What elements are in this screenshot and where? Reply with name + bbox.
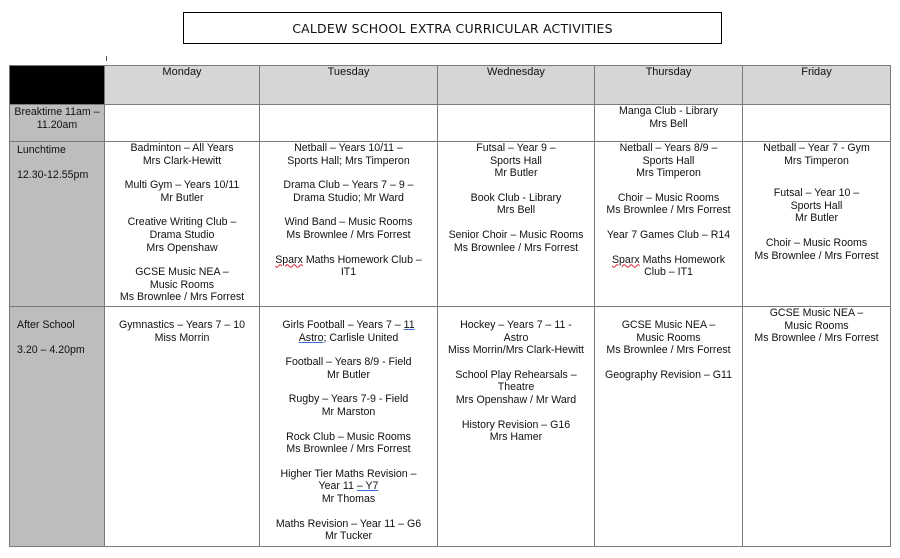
row-label-lunchtime [10, 142, 105, 307]
activity-entry [260, 468, 437, 506]
activity-location: Music Rooms [149, 278, 215, 291]
activity-line: Drama Club – Years 7 – 9 – [283, 179, 414, 192]
activity-entry [595, 142, 742, 180]
activity-entry [438, 229, 594, 254]
activity-line: Hockey – Years 7 – 11 - [460, 319, 572, 331]
activity-line: GCSE Music NEA – [769, 307, 864, 319]
activity-line-rest: Maths Homework Club – [302, 253, 422, 266]
activity-line: Manga Club - Library [619, 105, 718, 117]
activity-entry [743, 142, 890, 167]
activity-entry [260, 431, 437, 456]
table-row-afterschool [10, 307, 891, 547]
activity-entry [595, 229, 742, 242]
activity-staff: Mrs Bell [649, 117, 688, 130]
document-title-text: CALDEW SCHOOL EXTRA CURRICULAR ACTIVITIES [292, 20, 613, 36]
activity-entry [438, 319, 594, 357]
table-row-breaktime [10, 105, 891, 142]
activity-line: History Revision – G16 [461, 418, 571, 431]
activity-line: Rock Club – Music Rooms [286, 430, 411, 443]
afterschool-time: 3.20 – 4.20pm [17, 343, 85, 356]
activity-staff: Drama Studio; Mr Ward [293, 191, 404, 204]
activity-location: Sports Hall [490, 154, 542, 167]
activity-entry [438, 369, 594, 407]
lunchtime-thursday [595, 142, 743, 307]
header-corner [10, 66, 105, 105]
activity-entry [743, 237, 890, 262]
table-header-row [10, 66, 891, 105]
activity-line: Futsal – Year 9 – [476, 142, 556, 154]
activity-staff: Mrs Timperon [636, 167, 701, 180]
activity-staff: Mr Tucker [324, 530, 373, 543]
header-tuesday: Tuesday [260, 66, 438, 105]
activity-entry [743, 307, 890, 345]
activity-staff: Ms Brownlee / Mrs Forrest [606, 344, 731, 357]
activity-entry [105, 266, 259, 304]
activity-staff: Mr Thomas [321, 492, 376, 505]
activity-location: Sports Hall [642, 154, 695, 167]
underlined-text: Astro [298, 331, 324, 344]
activity-location: Astro [503, 331, 529, 344]
activity-entry [438, 142, 594, 180]
lunchtime-label: Lunchtime [17, 144, 66, 156]
activity-staff: Mr Marston [321, 405, 376, 418]
activity-staff: Mr Butler [160, 191, 204, 204]
activity-entry [260, 319, 437, 344]
activity-line: Geography Revision – G11 [604, 368, 732, 381]
row-label-afterschool [10, 307, 105, 547]
lunchtime-friday [743, 142, 891, 307]
breaktime-thursday [595, 105, 743, 142]
activity-staff: Mrs Bell [496, 204, 536, 217]
lunchtime-tuesday [260, 142, 438, 307]
breaktime-wednesday [438, 105, 595, 142]
activities-table [9, 65, 891, 547]
activity-line: Maths Revision – Year 11 – G6 [275, 517, 422, 530]
row-label-breaktime [10, 105, 105, 142]
activity-line: Creative Writing Club – [127, 216, 237, 229]
activity-entry [595, 319, 742, 357]
activity-entry [260, 393, 437, 418]
activity-staff: Ms Brownlee / Mrs Forrest [606, 204, 731, 217]
activity-entry [743, 187, 890, 225]
activity-line: Choir – Music Rooms [617, 191, 720, 204]
lunchtime-time: 12.30-12.55pm [17, 168, 89, 181]
activity-line: Football – Years 8/9 - Field [285, 356, 412, 369]
activity-line: Netball – Years 8/9 – [619, 142, 718, 154]
activity-entry [595, 105, 742, 130]
breaktime-monday [105, 105, 260, 142]
activity-entry [260, 142, 437, 167]
activity-staff: Mrs Clark-Hewitt [142, 154, 222, 167]
activity-line: GCSE Music NEA – [135, 266, 229, 279]
activity-staff: Ms Brownlee / Mrs Forrest [286, 228, 411, 241]
activity-staff: Mrs Openshaw [146, 241, 218, 254]
activity-staff: Sports Hall; Mrs Timperon [287, 154, 410, 167]
activity-location [260, 332, 437, 345]
activity-entry [260, 356, 437, 381]
activity-staff: Mr Butler [494, 167, 538, 180]
lunchtime-monday [105, 142, 260, 307]
afterschool-label: After School [17, 319, 75, 331]
activity-line: Choir – Music Rooms [765, 236, 868, 249]
activity-staff: Miss Morrin [154, 331, 210, 344]
activity-location: Music Rooms [636, 331, 701, 344]
activity-entry [595, 254, 742, 279]
breaktime-tuesday [260, 105, 438, 142]
activity-entry [595, 369, 742, 382]
activity-line: Badminton – All Years [130, 142, 234, 154]
afterschool-tuesday [260, 307, 438, 547]
activity-staff: Ms Brownlee / Mrs Forrest [754, 249, 879, 262]
activity-entry [438, 192, 594, 217]
activity-staff: Mr Butler [795, 212, 838, 225]
afterschool-friday [743, 307, 891, 547]
activity-line: Multi Gym – Years 10/11 [124, 179, 240, 192]
activity-entry [260, 179, 437, 204]
ruler-tick [106, 56, 107, 61]
afterschool-thursday [595, 307, 743, 547]
table-row-lunchtime [10, 142, 891, 307]
document-title [183, 12, 722, 44]
activity-line-rest: Maths Homework [639, 253, 726, 266]
activity-line [260, 319, 437, 332]
activity-entry [105, 216, 259, 254]
activity-line-start: Girls Football – Years 7 – [282, 319, 404, 331]
activity-entry [260, 254, 437, 279]
activity-line [595, 254, 742, 267]
activity-location: IT1 [340, 266, 357, 279]
activity-staff: Ms Brownlee / Mrs Forrest [754, 332, 879, 345]
activity-line: Book Club - Library [470, 191, 562, 204]
activity-staff: Ms Brownlee / Mrs Forrest [453, 241, 579, 254]
activity-line: Gymnastics – Years 7 – 10 [118, 319, 246, 331]
header-monday: Monday [105, 66, 260, 105]
activity-staff: Mrs Hamer [489, 431, 543, 444]
activity-location [260, 480, 437, 493]
activity-entry [438, 419, 594, 444]
activity-location: Club – IT1 [644, 266, 693, 279]
activity-staff: ; Carlisle United [323, 331, 399, 344]
activity-line: Year 7 Games Club – R14 [606, 228, 731, 241]
activity-staff: Mr Butler [327, 368, 370, 381]
activity-line: Rugby – Years 7-9 - Field [288, 393, 409, 406]
activity-location: Drama Studio [149, 228, 215, 241]
activity-entry [260, 216, 437, 241]
activity-line: Senior Choir – Music Rooms [448, 228, 584, 241]
activity-location: Music Rooms [784, 319, 849, 332]
header-thursday: Thursday [595, 66, 743, 105]
activity-entry [105, 179, 259, 204]
underlined-text: – Y7 [356, 480, 379, 493]
activity-staff: Ms Brownlee / Mrs Forrest [119, 291, 245, 304]
spellcheck-word: Sparx [611, 253, 640, 266]
activity-entry [595, 192, 742, 217]
activity-line: Futsal – Year 10 – [773, 187, 860, 200]
spellcheck-word: Sparx [275, 253, 303, 266]
activity-line: Higher Tier Maths Revision – [280, 467, 417, 480]
activity-staff: Mrs Openshaw / Mr Ward [455, 393, 577, 406]
breaktime-friday [743, 105, 891, 142]
activity-line: Netball – Years 10/11 – [294, 142, 403, 154]
underlined-text: 11 [403, 319, 415, 331]
lunchtime-wednesday [438, 142, 595, 307]
activity-line: Netball – Year 7 - Gym [763, 142, 870, 154]
activity-staff: Mrs Timperon [784, 154, 849, 167]
activity-location: Sports Hall [790, 199, 843, 212]
activity-staff: Miss Morrin/Mrs Clark-Hewitt [448, 344, 584, 357]
activity-entry [105, 319, 259, 344]
afterschool-monday [105, 307, 260, 547]
activity-entry [260, 518, 437, 543]
activity-staff: Ms Brownlee / Mrs Forrest [286, 443, 411, 456]
activity-line: School Play Rehearsals – [455, 368, 577, 381]
activity-location: Theatre [497, 381, 535, 394]
afterschool-wednesday [438, 307, 595, 547]
activity-line: GCSE Music NEA – [621, 319, 716, 331]
header-wednesday: Wednesday [438, 66, 595, 105]
activity-entry [105, 142, 259, 167]
activity-line [260, 254, 437, 267]
breaktime-label: Breaktime 11am – 11.20am [14, 106, 100, 131]
header-friday: Friday [743, 66, 891, 105]
activity-line: Wind Band – Music Rooms [284, 216, 413, 229]
activity-line-start: Year 11 [318, 480, 357, 493]
